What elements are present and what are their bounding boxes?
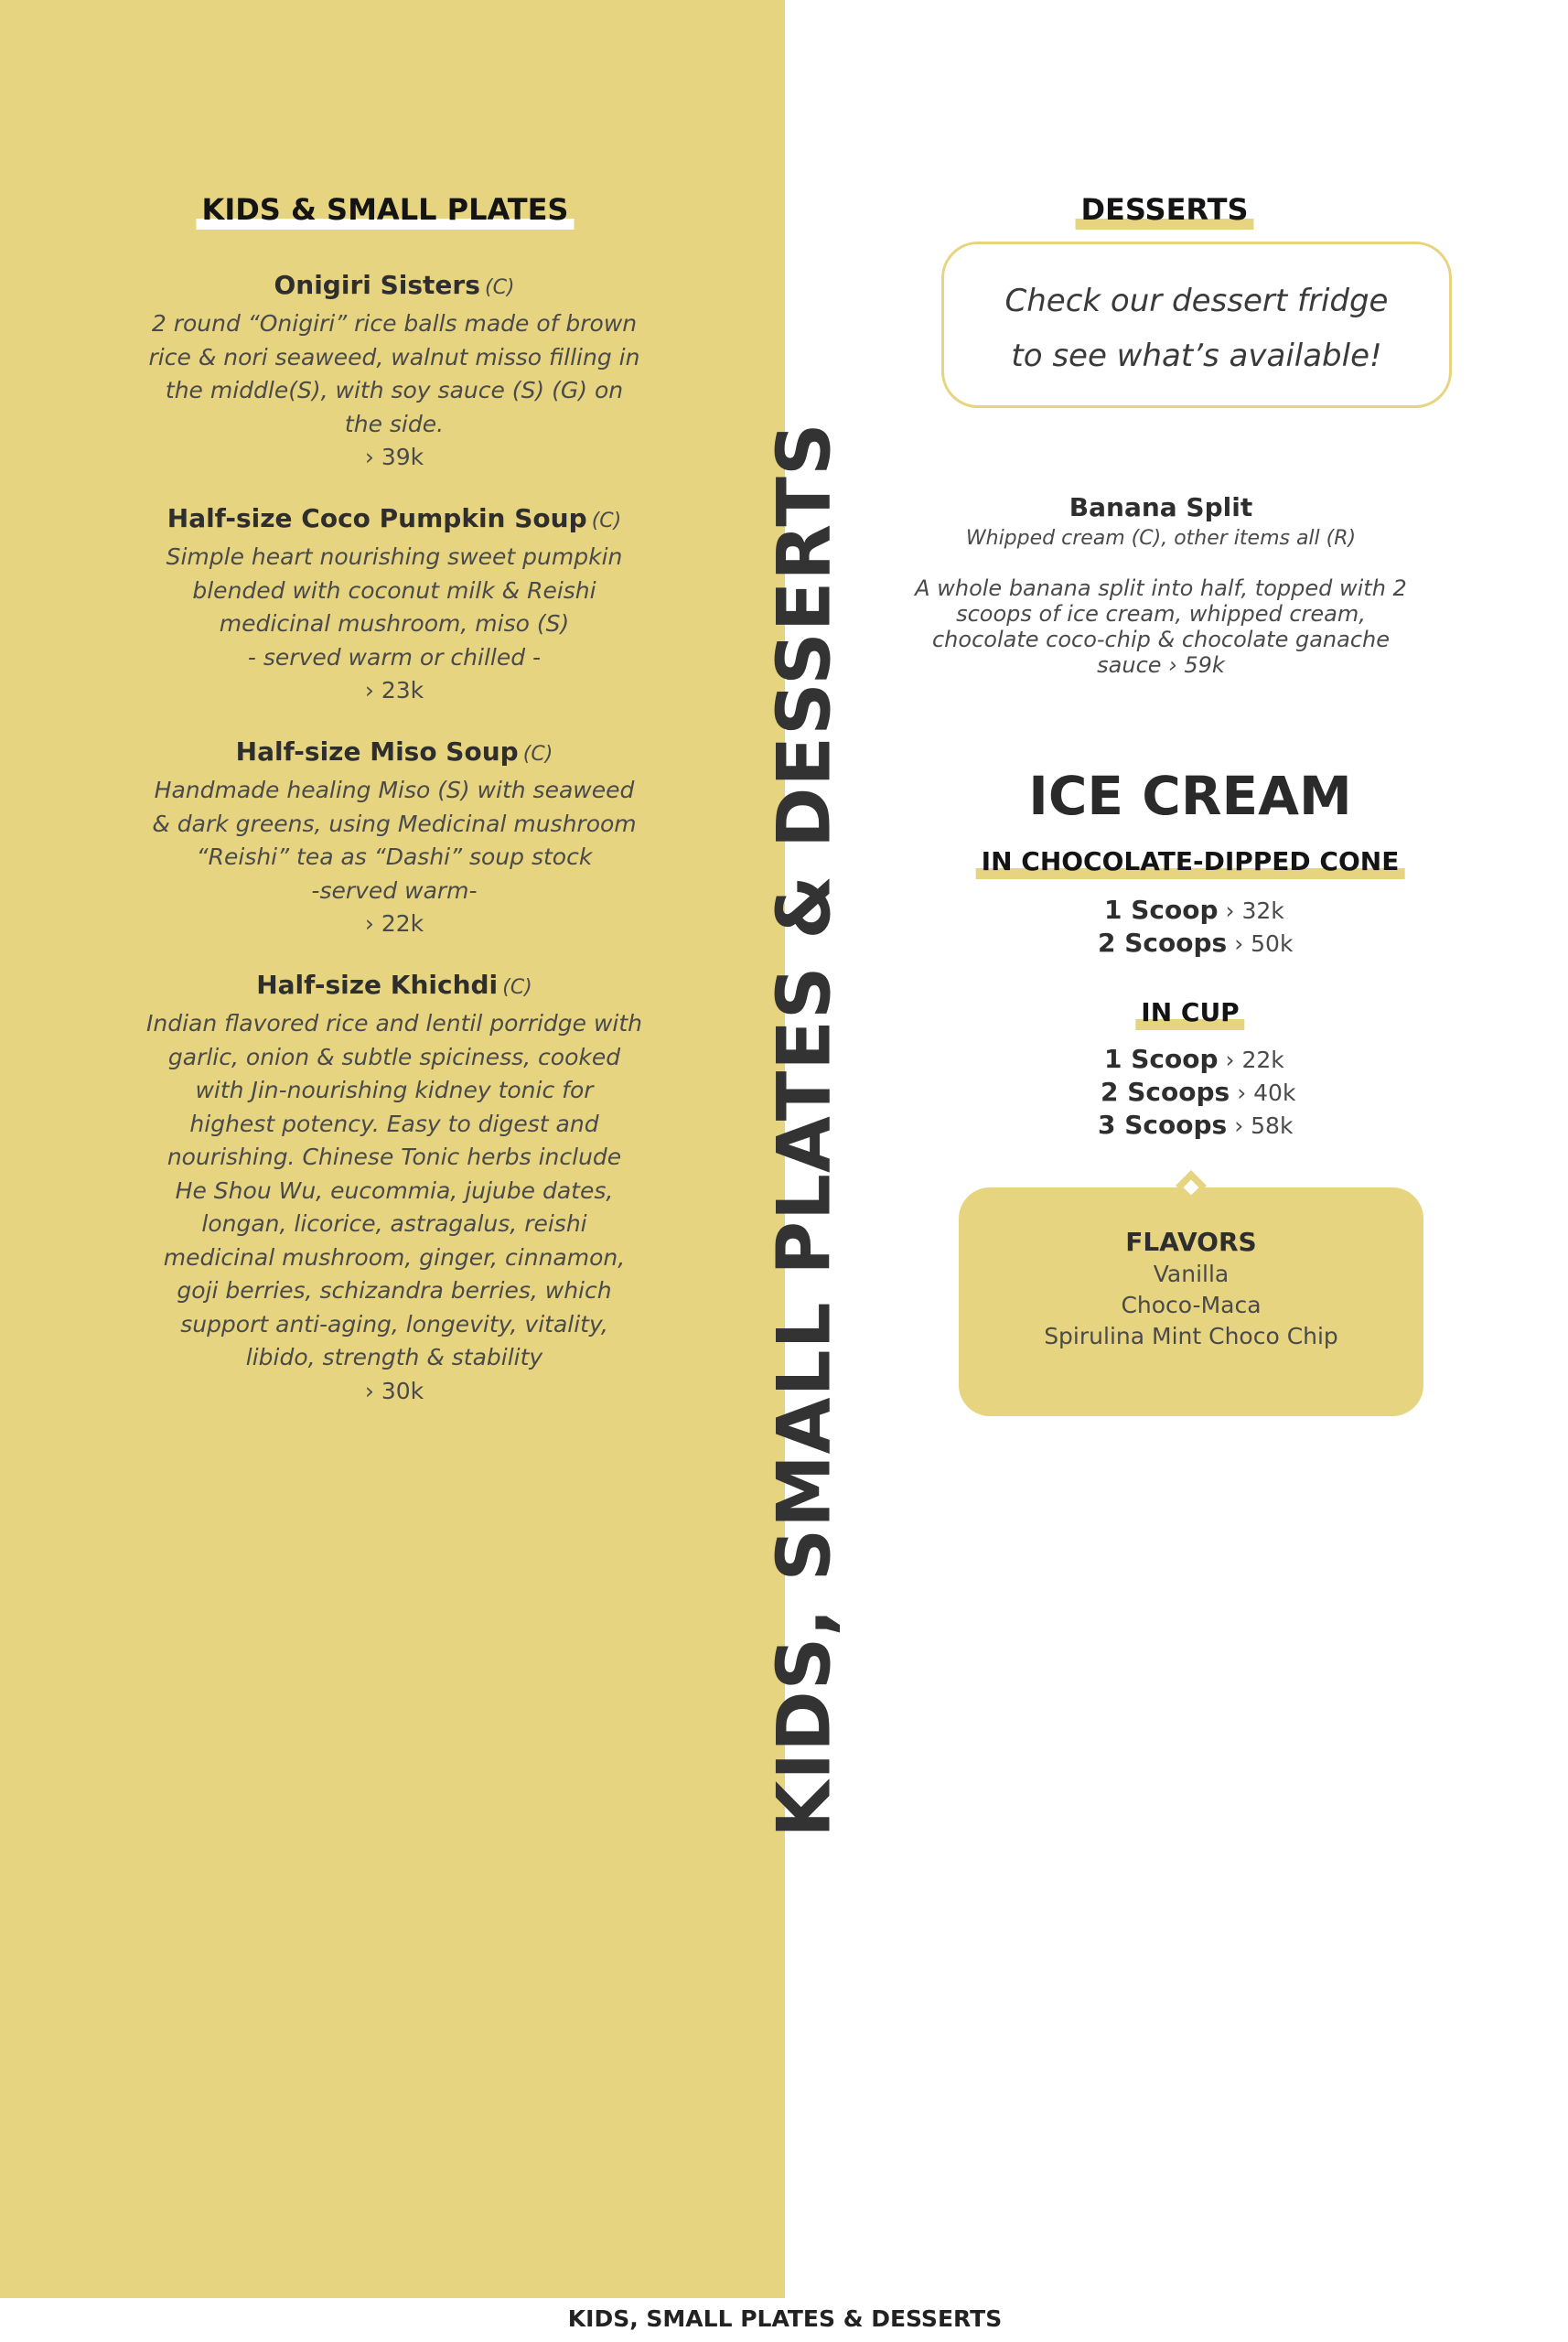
size-label: 2 Scoops [1098,928,1228,958]
cone-price-1-scoop [1104,895,1284,925]
item-desc-line: libido, strength & stability [245,1344,543,1370]
item-tag: (C) [502,976,532,999]
item-desc-line: the side. [344,410,445,437]
vertical-section-title: KIDS, SMALL PLATES & DESSERTS [761,422,847,1838]
item-desc-line: “Reishi” tea as “Dashi” soup stock [196,843,593,870]
kids-small-plates-header: KIDS & SMALL PLATES [202,192,569,227]
item-desc-line: longan, licorice, astragalus, reishi [201,1210,587,1237]
item-name: Onigiri Sisters [274,270,480,300]
item-desc-line: - served warm or chilled - [247,643,542,671]
size-price: › 22k [1225,1047,1284,1073]
flavors-box [959,1187,1423,1416]
item-desc-line: 2 round “Onigiri” rice balls made of brown [151,310,638,337]
desserts-header: DESSERTS [1080,192,1248,227]
fridge-note-line: Check our dessert fridge [1004,283,1389,319]
item-desc-line: Simple heart nourishing sweet pumpkin [166,543,623,570]
item-name: Half-size Khichdi [256,970,499,1000]
item-name: Banana Split [1069,492,1253,522]
size-price: › 58k [1234,1112,1294,1139]
item-price: › 39k [364,444,424,470]
size-price: › 32k [1225,897,1284,924]
item-tag: (C) [591,510,622,532]
item-desc-line: & dark greens, using Medicinal mushroom [152,810,637,837]
cone-header: IN CHOCOLATE-DIPPED CONE [982,846,1400,876]
menu-item-coco-pumpkin-soup [166,500,623,708]
cup-price-1-scoop [1104,1044,1284,1074]
item-desc-line: rice & nori seaweed, walnut misso filling in [148,343,640,371]
size-price: › 40k [1237,1080,1296,1106]
flavor-item: Choco-Maca [1121,1292,1262,1318]
item-desc-line: blended with coconut milk & Reishi [192,576,596,604]
size-label: 3 Scoops [1098,1110,1228,1140]
item-name: Half-size Coco Pumpkin Soup [166,503,587,533]
item-desc-line: medicinal mushroom, miso (S) [219,610,570,637]
item-price: › 30k [364,1377,424,1404]
item-name: Half-size Miso Soup [235,736,519,767]
item-desc-line: the middle(S), with soy sauce (S) (G) on [165,377,624,403]
size-price: › 50k [1234,930,1294,957]
item-desc-line: goji berries, schizandra berries, which [177,1277,612,1304]
size-label: 1 Scoop [1104,895,1219,925]
item-tag: (C) [484,276,515,299]
item-note: Whipped cream (C), other items all (R) [965,527,1357,550]
item-price: › 22k [364,910,424,937]
flavors-header: FLAVORS [1125,1227,1257,1257]
menu-item-khichdi [146,967,642,1408]
item-desc-line: highest potency. Easy to digest and [189,1110,599,1137]
item-tag: (C) [522,743,553,766]
item-desc-line: chocolate coco-chip & chocolate ganache [931,627,1391,652]
item-price: › 23k [364,677,424,704]
flavor-item: Vanilla [1153,1261,1230,1287]
item-desc-line: medicinal mushroom, ginger, cinnamon, [163,1243,626,1271]
cup-header: IN CUP [1141,997,1239,1027]
item-desc-line: with Jin-nourishing kidney tonic for [195,1077,594,1103]
item-desc-line: Handmade healing Miso (S) with seaweed [154,777,635,803]
item-desc-line: -served warm- [311,876,478,904]
item-desc-line: garlic, onion & subtle spiciness, cooked [167,1043,621,1070]
item-desc-line: scoops of ice cream, whipped cream, [956,601,1366,627]
dessert-fridge-note [941,242,1452,408]
page-footer: KIDS, SMALL PLATES & DESSERTS [567,2305,1003,2332]
item-desc-line: nourishing. Chinese Tonic herbs include [166,1144,622,1170]
item-desc-line: He Shou Wu, eucommia, jujube dates, [175,1176,614,1204]
ice-cream-title: ICE CREAM [1028,765,1352,827]
menu-item-miso-soup [152,734,636,941]
cup-price-2-scoops [1101,1077,1295,1107]
size-label: 2 Scoops [1101,1077,1230,1107]
size-label: 1 Scoop [1104,1044,1219,1074]
item-desc-line: support anti-aging, longevity, vitality, [180,1310,608,1338]
cup-price-3-scoops [1098,1110,1293,1140]
item-desc-line: sauce › 59k [1097,652,1225,678]
fridge-note-line: to see what’s available! [1011,338,1382,374]
cone-price-2-scoops [1098,928,1293,958]
menu-item-onigiri [149,267,640,475]
menu-item-banana-split [915,489,1407,678]
item-desc-line: Indian flavored rice and lentil porridge with [145,1010,643,1037]
item-desc-line: A whole banana split into half, topped with 2 [915,575,1407,601]
flavor-item: Spirulina Mint Choco Chip [1044,1323,1338,1349]
